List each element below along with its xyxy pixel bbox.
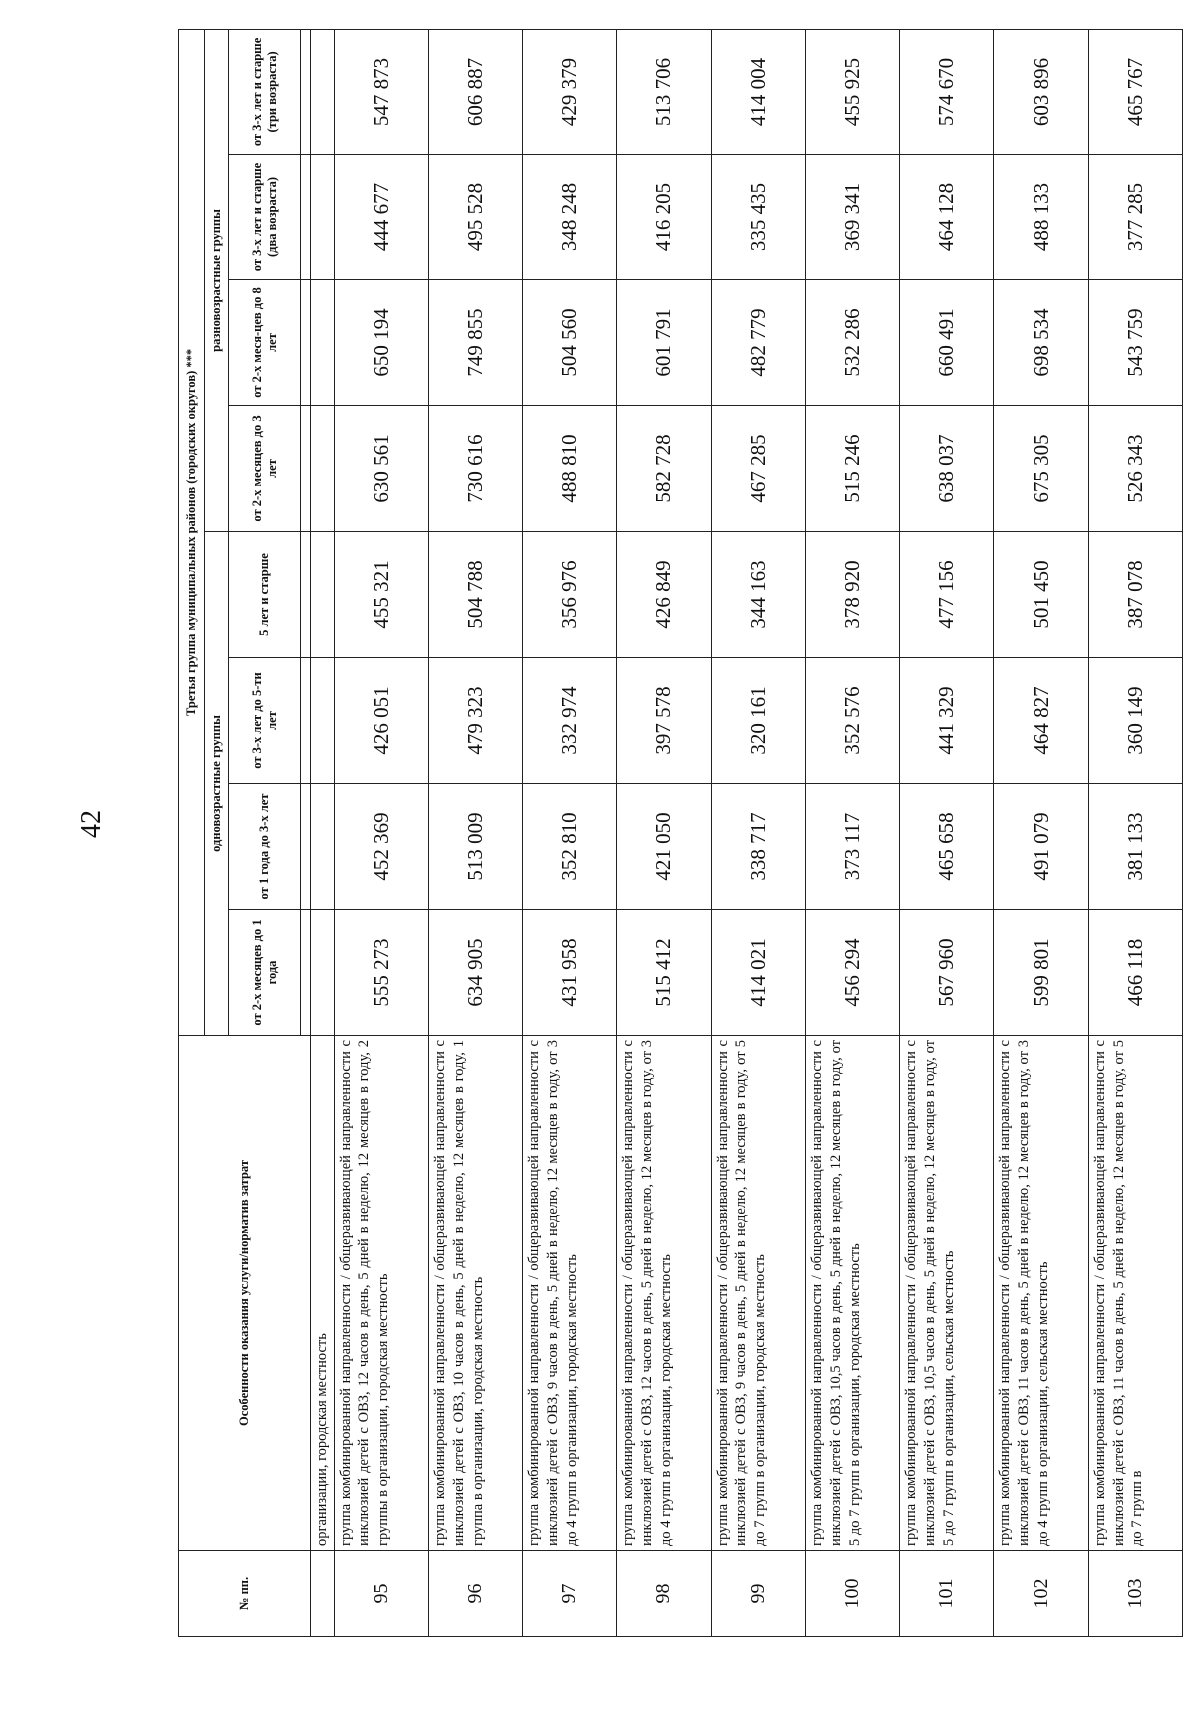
- cost-value: 348 248: [523, 155, 617, 280]
- cost-value: 638 037: [900, 406, 994, 532]
- header-single-age: одновозрастные группы: [205, 532, 229, 1036]
- row-number: 103: [1088, 1551, 1182, 1637]
- continuation-text: организации, городская местность: [311, 1036, 335, 1551]
- cost-value: 387 078: [1088, 532, 1182, 658]
- header-description: Особенности оказания услуги/норматив затрат: [179, 1036, 311, 1551]
- cost-value: 599 801: [994, 910, 1088, 1036]
- page-number: 42: [76, 810, 107, 838]
- cost-value: 466 118: [1088, 910, 1182, 1036]
- cost-value: 426 849: [617, 532, 711, 658]
- row-description: группа комбинированной направленности / общеразвивающей направленности с инклюзией детей с ОВЗ, 11 часов в день, 5 дней в неделю, 12 месяцев в году, от 5 до 7 групп в: [1088, 1036, 1182, 1551]
- cost-value: 547 873: [334, 29, 428, 154]
- row-description: группа комбинированной направленности / общеразвивающей направленности с инклюзией детей с ОВЗ, 10,5 часов в день, 5 дней в неделю, 12 месяцев в году, от 5 до 7 групп в организации, сельская местность: [900, 1036, 994, 1551]
- cost-value: 730 616: [428, 406, 522, 532]
- col-header-1: от 1 года до 3-х лет: [229, 784, 301, 910]
- row-number: 100: [805, 1551, 899, 1637]
- cost-value: 543 759: [1088, 280, 1182, 406]
- table-row: [334, 29, 428, 1636]
- cost-value: 455 321: [334, 532, 428, 658]
- cost-value: 378 920: [805, 532, 899, 658]
- cost-value: 332 974: [523, 658, 617, 784]
- cost-value: 504 560: [523, 280, 617, 406]
- cost-value: 482 779: [711, 280, 805, 406]
- cost-value: 567 960: [900, 910, 994, 1036]
- cost-value: 455 925: [805, 29, 899, 154]
- cost-value: 369 341: [805, 155, 899, 280]
- row-description: группа комбинированной направленности / общеразвивающей направленности с инклюзией детей с ОВЗ, 10 часов в день, 5 дней в неделю, 12 месяцев в году, 1 группа в организации, городская местность: [428, 1036, 522, 1551]
- col-header-6: от 3-х лет и старше (два возраста): [229, 155, 301, 280]
- cost-norms-table: [178, 29, 1183, 1637]
- cost-value: 464 128: [900, 155, 994, 280]
- cost-value: 352 810: [523, 784, 617, 910]
- col-header-2: от 3-х лет до 5-ти лет: [229, 658, 301, 784]
- row-number: 96: [428, 1551, 522, 1637]
- col-header-5: от 2-х меся-цев до 8 лет: [229, 280, 301, 406]
- cost-value: 397 578: [617, 658, 711, 784]
- row-number: 97: [523, 1551, 617, 1637]
- row-description: группа комбинированной направленности / общеразвивающей направленности с инклюзией детей с ОВЗ, 11 часов в день, 5 дней в неделю, 12 месяцев в году, от 3 до 4 групп в организации, сельская местность: [994, 1036, 1088, 1551]
- row-description: группа комбинированной направленности / общеразвивающей направленности с инклюзией детей с ОВЗ, 9 часов в день, 5 дней в неделю, 12 месяцев в году, от 3 до 4 групп в организации, городская местность: [523, 1036, 617, 1551]
- cost-value: 488 810: [523, 406, 617, 532]
- cost-value: 513 706: [617, 29, 711, 154]
- cost-value: 320 161: [711, 658, 805, 784]
- cost-value: 513 009: [428, 784, 522, 910]
- cost-value: 491 079: [994, 784, 1088, 910]
- cost-value: 634 905: [428, 910, 522, 1036]
- cost-value: 465 658: [900, 784, 994, 910]
- cost-value: 429 379: [523, 29, 617, 154]
- cost-value: 477 156: [900, 532, 994, 658]
- row-number: 101: [900, 1551, 994, 1637]
- cost-value: 441 329: [900, 658, 994, 784]
- table-row: [711, 29, 805, 1636]
- cost-value: 495 528: [428, 155, 522, 280]
- cost-value: 414 021: [711, 910, 805, 1036]
- header-mixed-age: разновозрастные группы: [205, 29, 229, 531]
- table-row: [805, 29, 899, 1636]
- cost-value: 515 246: [805, 406, 899, 532]
- cost-value: 749 855: [428, 280, 522, 406]
- row-number: 98: [617, 1551, 711, 1637]
- cost-value: 630 561: [334, 406, 428, 532]
- cost-value: 582 728: [617, 406, 711, 532]
- row-description: группа комбинированной направленности / общеразвивающей направленности с инклюзией детей с ОВЗ, 9 часов в день, 5 дней в неделю, 12 месяцев в году, от 5 до 7 групп в организации, городская местность: [711, 1036, 805, 1551]
- table-row: [900, 29, 994, 1636]
- cost-value: 335 435: [711, 155, 805, 280]
- cost-value: 675 305: [994, 406, 1088, 532]
- row-number: 99: [711, 1551, 805, 1637]
- col-header-7: от 3-х лет и старше (три возраста): [229, 29, 301, 154]
- table-row: [617, 29, 711, 1636]
- cost-value: 504 788: [428, 532, 522, 658]
- cost-value: 352 576: [805, 658, 899, 784]
- continuation-row: [311, 29, 335, 1636]
- cost-value: 416 205: [617, 155, 711, 280]
- cost-value: 373 117: [805, 784, 899, 910]
- cost-value: 338 717: [711, 784, 805, 910]
- cost-value: 606 887: [428, 29, 522, 154]
- table-row: [523, 29, 617, 1636]
- cost-value: 555 273: [334, 910, 428, 1036]
- cost-value: 465 767: [1088, 29, 1182, 154]
- col-header-4: от 2-х месяцев до 3 лет: [229, 406, 301, 532]
- table-row: [428, 29, 522, 1636]
- cost-value: 456 294: [805, 910, 899, 1036]
- cost-value: 574 670: [900, 29, 994, 154]
- cost-value: 515 412: [617, 910, 711, 1036]
- cost-value: 501 450: [994, 532, 1088, 658]
- cost-value: 444 677: [334, 155, 428, 280]
- cost-value: 650 194: [334, 280, 428, 406]
- header-group: Третья группа муниципальных районов (городских округов) ***: [179, 29, 205, 1035]
- cost-value: 426 051: [334, 658, 428, 784]
- cost-value: 360 149: [1088, 658, 1182, 784]
- row-number: 95: [334, 1551, 428, 1637]
- col-header-3: 5 лет и старше: [229, 532, 301, 658]
- cost-value: 377 285: [1088, 155, 1182, 280]
- cost-value: 344 163: [711, 532, 805, 658]
- cost-value: 601 791: [617, 280, 711, 406]
- cost-value: 414 004: [711, 29, 805, 154]
- cost-value: 526 343: [1088, 406, 1182, 532]
- row-description: группа комбинированной направленности / общеразвивающей направленности с инклюзией детей с ОВЗ, 10,5 часов в день, 5 дней в неделю, 12 месяцев в году, от 5 до 7 групп в организации, городская местность: [805, 1036, 899, 1551]
- row-description: группа комбинированной направленности / общеразвивающей направленности с инклюзией детей с ОВЗ, 12 часов в день, 5 дней в неделю, 12 месяцев в году, 2 группы в организации, городская местность: [334, 1036, 428, 1551]
- col-header-0: от 2-х месяцев до 1 года: [229, 910, 301, 1036]
- cost-value: 660 491: [900, 280, 994, 406]
- table-row: [994, 29, 1088, 1636]
- cost-value: 532 286: [805, 280, 899, 406]
- cost-value: 452 369: [334, 784, 428, 910]
- header-num: № пп.: [179, 1551, 311, 1637]
- cost-value: 488 133: [994, 155, 1088, 280]
- cost-value: 381 133: [1088, 784, 1182, 910]
- cost-value: 464 827: [994, 658, 1088, 784]
- table-row: [1088, 29, 1182, 1636]
- cost-value: 356 976: [523, 532, 617, 658]
- tariff-table-rotated: [178, 30, 1183, 1637]
- cost-value: 698 534: [994, 280, 1088, 406]
- row-number: 102: [994, 1551, 1088, 1637]
- cost-value: 479 323: [428, 658, 522, 784]
- cost-value: 467 285: [711, 406, 805, 532]
- cost-value: 421 050: [617, 784, 711, 910]
- row-description: группа комбинированной направленности / общеразвивающей направленности с инклюзией детей с ОВЗ, 12 часов в день, 5 дней в неделю, 12 месяцев в году, от 3 до 4 групп в организации, городская местность: [617, 1036, 711, 1551]
- cost-value: 431 958: [523, 910, 617, 1036]
- cost-value: 603 896: [994, 29, 1088, 154]
